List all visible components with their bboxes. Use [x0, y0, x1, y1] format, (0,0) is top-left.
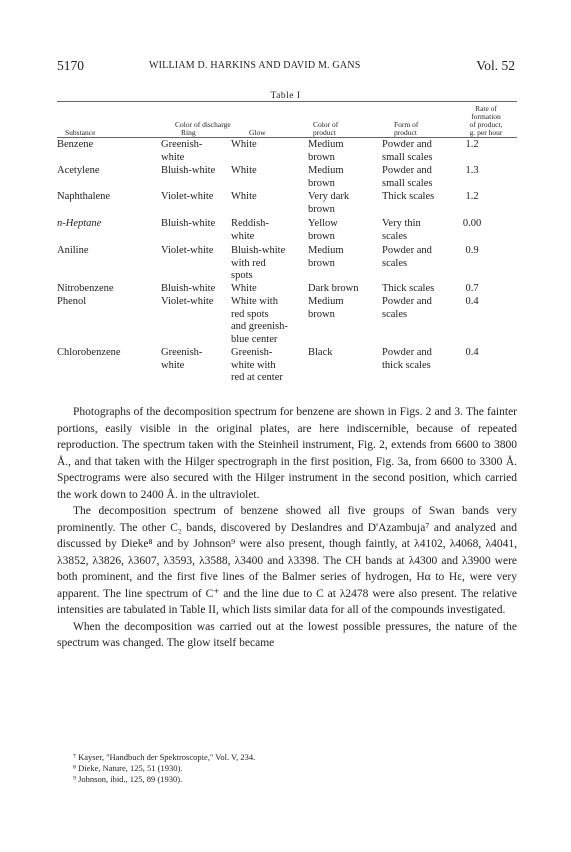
header-color-of-discharge: Color of discharge	[175, 120, 231, 129]
body-text	[57, 404, 517, 652]
cell-ring: Violet-white	[161, 245, 214, 256]
cell-substance: Naphthalene	[57, 191, 111, 202]
cell-ring: Bluish-white	[161, 165, 216, 176]
footnotes	[57, 752, 517, 785]
cell-rate: 0.4	[465, 347, 479, 358]
cell-glow: Greenish- white with red at center	[231, 347, 283, 383]
cell-rate: 1.2	[465, 191, 479, 202]
header-ring: Ring	[181, 128, 196, 137]
cell-substance: n-Heptane	[57, 218, 102, 229]
cell-glow: Bluish-white with red spots	[231, 245, 286, 281]
cell-product-form: Powder and scales	[382, 296, 432, 320]
footnote: ⁷ Kayser, "Handbuch der Spektroscopie," Vol. V, 234.	[73, 752, 256, 762]
header-form-of-product: Form of product	[394, 120, 419, 137]
header-rate-of-formation: Rate of formation of product, g. per hour	[469, 104, 503, 137]
cell-rate: 0.00	[462, 218, 482, 229]
table-top-rule	[57, 101, 517, 102]
cell-product-color: Medium brown	[308, 139, 344, 163]
cell-glow: White with red spots and greenish- blue center	[231, 296, 288, 345]
running-authors: WILLIAM D. HARKINS AND DAVID M. GANS	[149, 60, 361, 71]
cell-glow: Reddish- white	[231, 218, 269, 242]
cell-rate: 0.7	[465, 283, 479, 294]
cell-substance: Chlorobenzene	[57, 347, 121, 358]
paragraph: The decomposition spectrum of benzene showed all five groups of Swan bands very prominently. The other C₂ bands, discovered by Deslandres and D'Azambuja⁷ and analyzed and discussed by Dieke⁸ and by Johnson⁹ were also present, though faintly, at λ4102, λ4068, λ4041, λ3852, λ3826, λ3607, λ3593, λ3588, λ3400 and λ3398. The CH bands at λ4300 and λ3900 were both prominent, and the first five lines of the Balmer series of hydrogen, Hα to Hε, were very apparent. The line spectrum of C⁺ and the line due to C at λ2478 were also present. The relative intensities are tabulated in Table II, which lists similar data for all of the compounds investigated.	[57, 505, 517, 616]
cell-substance: Benzene	[57, 139, 94, 150]
cell-rate: 0.9	[465, 245, 479, 256]
cell-product-form: Thick scales	[382, 283, 435, 294]
cell-product-color: Medium brown	[308, 245, 344, 269]
page-number: 5170	[57, 58, 84, 73]
cell-ring: Violet-white	[161, 296, 214, 307]
cell-glow: White	[231, 191, 257, 202]
paragraph: When the decomposition was carried out at the lowest possible pressures, the nature of the spectrum was changed. The glow itself became	[57, 620, 517, 649]
header-glow: Glow	[249, 128, 266, 137]
footnote: ⁹ Johnson, ibid., 125, 89 (1930).	[73, 774, 183, 784]
cell-product-form: Thick scales	[382, 191, 435, 202]
cell-ring: Bluish-white	[161, 218, 216, 229]
cell-glow: White	[231, 283, 257, 294]
cell-product-color: Medium brown	[308, 165, 344, 189]
cell-glow: White	[231, 165, 257, 176]
cell-substance: Acetylene	[57, 165, 100, 176]
cell-product-form: Powder and thick scales	[382, 347, 432, 371]
cell-ring: Violet-white	[161, 191, 214, 202]
volume-label: Vol. 52	[476, 58, 515, 73]
cell-substance: Aniline	[57, 245, 89, 256]
cell-product-color: Black	[308, 347, 333, 358]
cell-product-form: Powder and scales	[382, 245, 432, 269]
cell-glow: White	[231, 139, 257, 150]
cell-product-form: Very thin scales	[382, 218, 421, 242]
cell-ring: Greenish- white	[161, 139, 203, 163]
cell-rate: 1.2	[465, 139, 479, 150]
table-header-rule	[57, 137, 517, 138]
cell-product-color: Very dark brown	[308, 191, 350, 215]
cell-product-color: Dark brown	[308, 283, 359, 294]
header-color-of-product: Color of product	[313, 120, 339, 137]
cell-product-color: Yellow brown	[308, 218, 338, 242]
paragraph: Photographs of the decomposition spectrum for benzene are shown in Figs. 2 and 3. The fainter portions, easily visible in the original plates, are here indiscernible, because of repeated reproduction. The spectrum taken with the Steinheil instrument, Fig. 2, extends from 6600 to 3800 Å., and that taken with the Hilger spectrograph in the first position, Fig. 3a, from 6600 to 3300 Å. Spectrograms were also secured with the Hilger instrument in the second position, which carried the work down to 2400 Å. in the ultraviolet.	[57, 406, 517, 501]
cell-ring: Greenish- white	[161, 347, 203, 371]
footnote: ⁸ Dieke, Nature, 125, 51 (1930).	[73, 763, 183, 773]
running-header	[57, 58, 515, 74]
cell-product-color: Medium brown	[308, 296, 344, 320]
cell-substance: Phenol	[57, 296, 87, 307]
cell-substance: Nitrobenzene	[57, 283, 114, 294]
cell-rate: 0.4	[465, 296, 479, 307]
header-substance: Substance	[65, 128, 96, 137]
cell-rate: 1.3	[465, 165, 479, 176]
cell-ring: Bluish-white	[161, 283, 216, 294]
table-title: Table I	[270, 91, 301, 101]
cell-product-form: Powder and small scales	[382, 139, 433, 163]
cell-product-form: Powder and small scales	[382, 165, 433, 189]
